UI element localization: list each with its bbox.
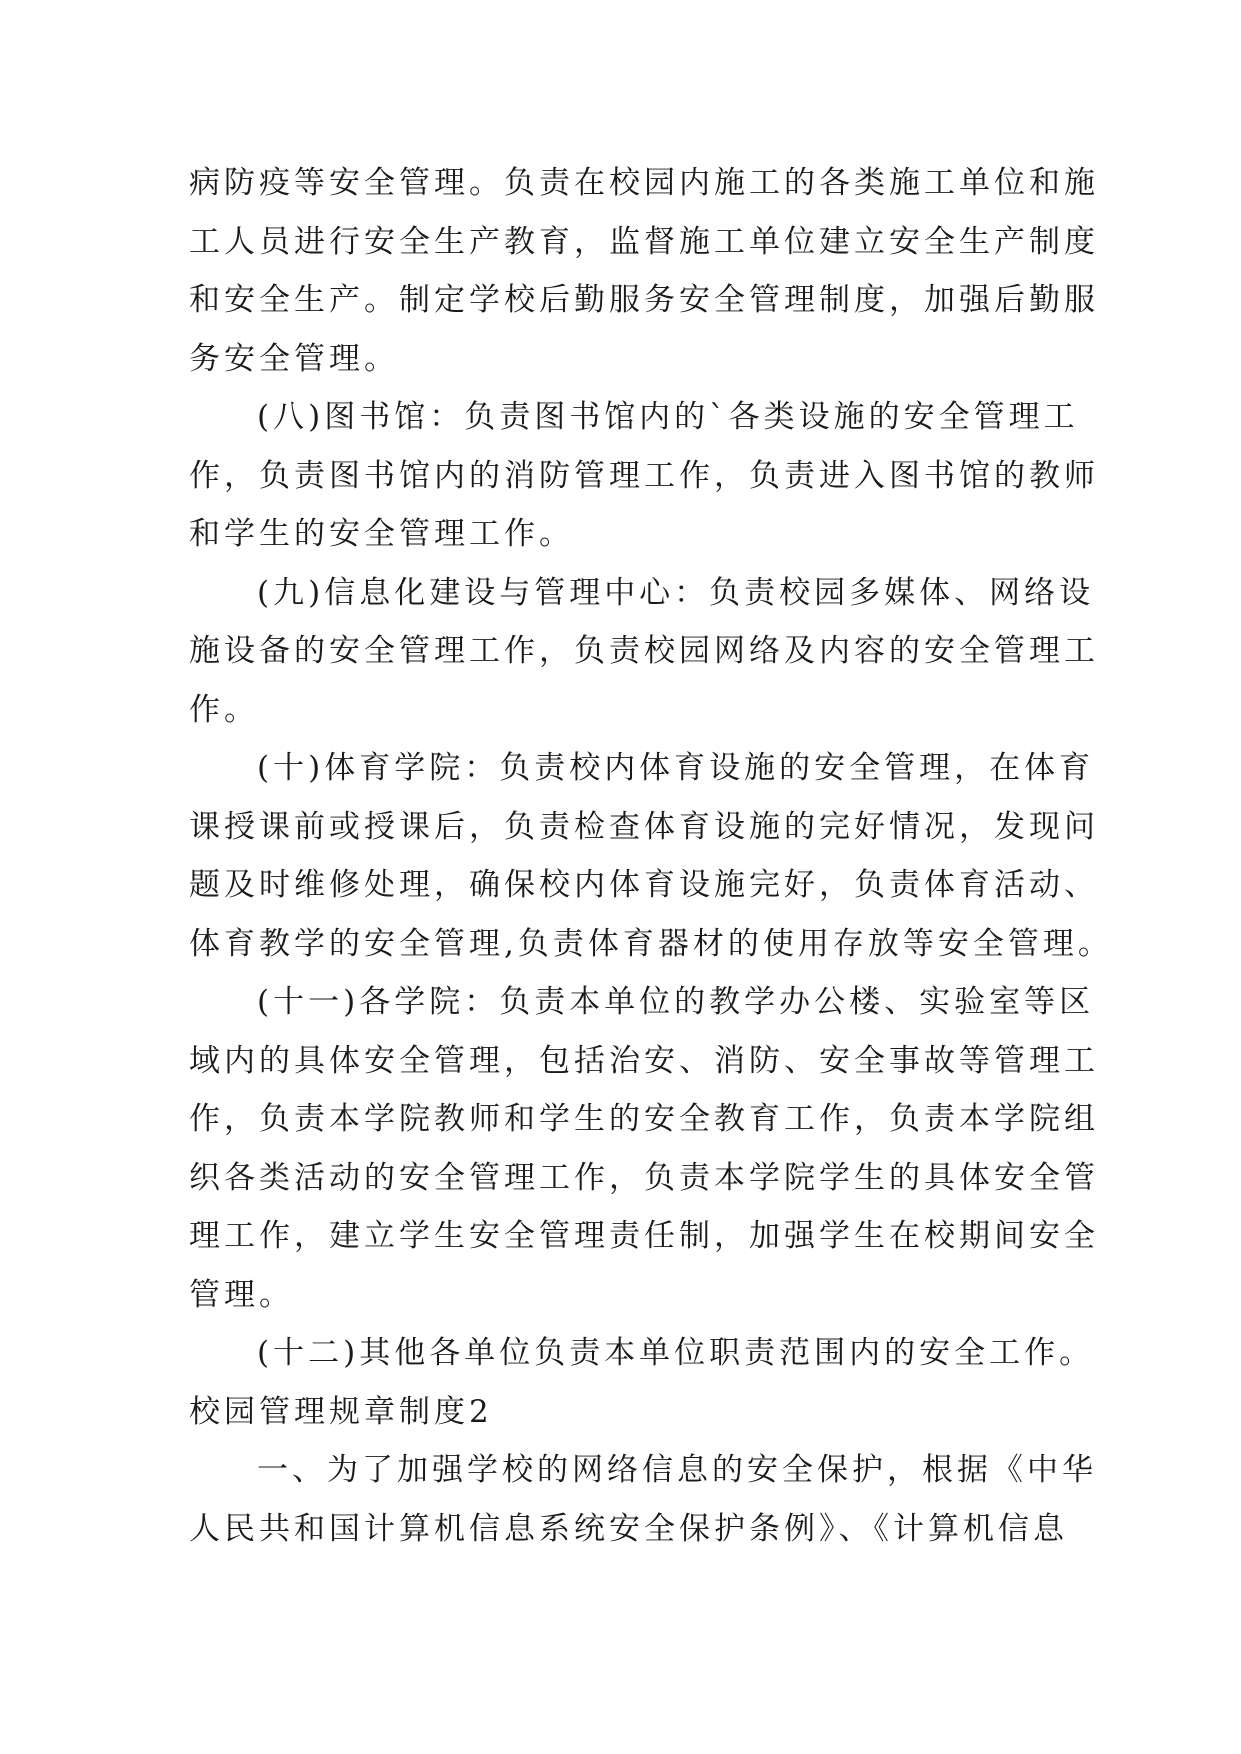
text-line: 工人员进行安全生产教育，监督施工单位建立安全生产制度 [189, 223, 1099, 260]
section-9-heading-line: (九)信息化建设与管理中心：负责校园多媒体、网络设 [257, 574, 1095, 611]
text-line: 作，负责本学院教师和学生的安全教育工作，负责本学院组 [189, 1101, 1099, 1137]
section-10-heading-line: (十)体育学院：负责校内体育设施的安全管理，在体育 [257, 750, 1095, 786]
document-body [189, 154, 1113, 1558]
text-line: 和学生的安全管理工作。 [189, 516, 574, 552]
text-line: 作。 [189, 691, 259, 728]
text-line: 务安全管理。 [189, 340, 399, 377]
section-8-heading-line: (八)图书馆：负责图书馆内的`各类设施的安全管理工 [257, 399, 1079, 435]
text-line: 课授课前或授课后，负责检查体育设施的完好情况，发现问 [189, 808, 1099, 845]
section-12-heading-line: (十二)其他各单位负责本单位职责范围内的安全工作。 [257, 1335, 1095, 1371]
article-1-line: 一、为了加强学校的网络信息的安全保护，根据《中华 [257, 1452, 1097, 1488]
text-line: 域内的具体安全管理，包括治安、消防、安全事故等管理工 [189, 1042, 1099, 1079]
text-line: 作，负责图书馆内的消防管理工作，负责进入图书馆的教师 [189, 457, 1099, 494]
text-line: 人民共和国计算机信息系统安全保护条例》、《计算机信息 [189, 1510, 1068, 1547]
text-line: 题及时维修处理，确保校内体育设施完好，负责体育活动、 [189, 867, 1099, 903]
text-line: 病防疫等安全管理。负责在校园内施工的各类施工单位和施 [189, 165, 1099, 201]
text-line: 和安全生产。制定学校后勤服务安全管理制度，加强后勤服 [189, 282, 1099, 318]
text-line: 施设备的安全管理工作，负责校园网络及内容的安全管理工 [189, 633, 1099, 669]
text-line: 理工作，建立学生安全管理责任制，加强学生在校期间安全 [189, 1218, 1099, 1254]
text-line: 织各类活动的安全管理工作，负责本学院学生的具体安全管 [189, 1159, 1099, 1196]
text-line: 体育教学的安全管理,负责体育器材的使用存放等安全管理。 [189, 925, 1113, 962]
section-11-heading-line: (十一)各学院：负责本单位的教学办公楼、实验室等区 [257, 984, 1095, 1020]
text-line: 管理。 [189, 1276, 294, 1313]
document-section-title: 校园管理规章制度2 [189, 1393, 493, 1430]
